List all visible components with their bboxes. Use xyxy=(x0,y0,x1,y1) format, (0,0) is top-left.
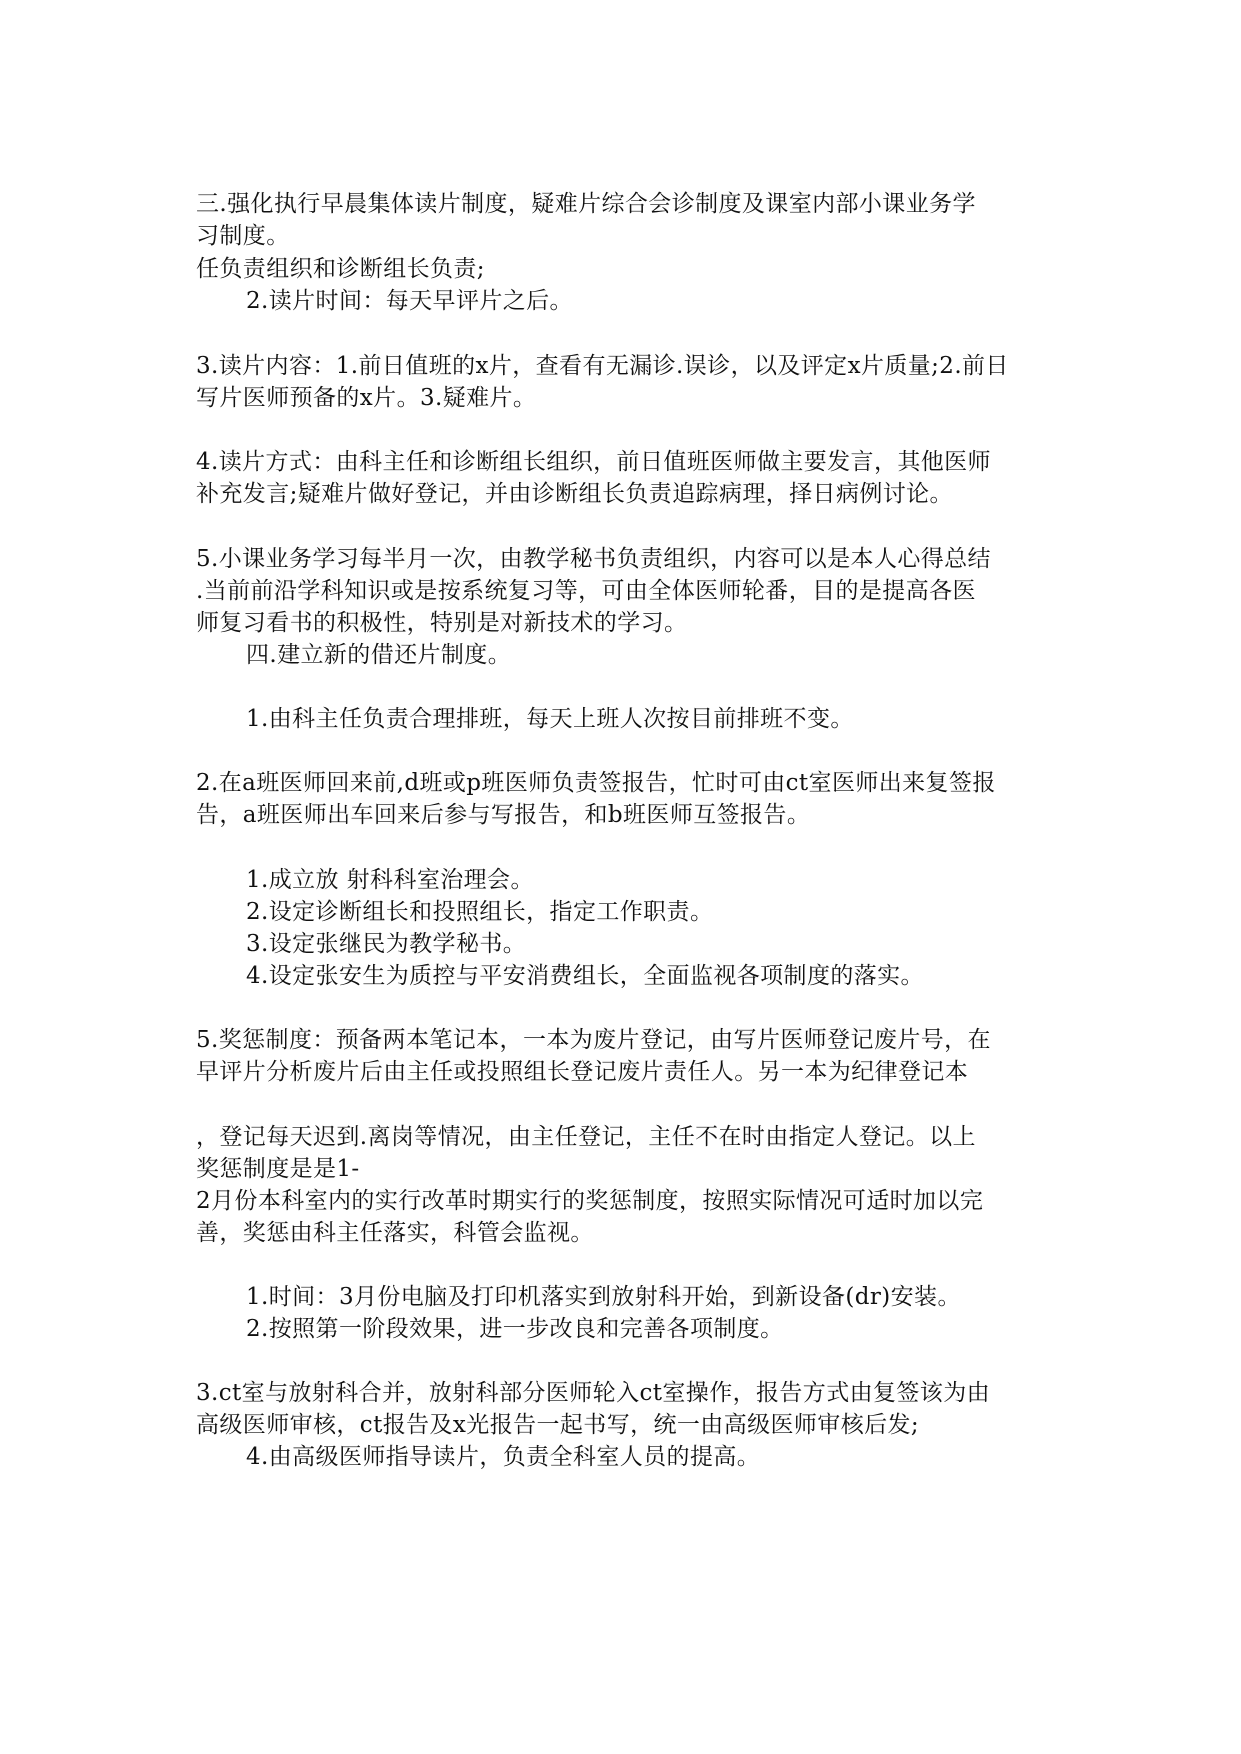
text-line: 告，a班医师出车回来后参与写报告，和b班医师互签报告。 xyxy=(196,802,811,828)
text-line: 2.读片时间：每天早评片之后。 xyxy=(246,288,573,314)
text-line: 5.奖惩制度：预备两本笔记本，一本为废片登记，由写片医师登记废片号，在 xyxy=(196,1027,991,1053)
text-line: 写片医师预备的x片。3.疑难片。 xyxy=(196,385,537,411)
text-line: 4.设定张安生为质控与平安消费组长，全面监视各项制度的落实。 xyxy=(246,963,924,989)
text-line: 奖惩制度是是1- xyxy=(196,1156,360,1182)
text-line: 1.成立放 射科科室治理会。 xyxy=(246,867,534,893)
text-line: 3.ct室与放射科合并，放射科部分医师轮入ct室操作，报告方式由复签该为由 xyxy=(196,1380,990,1406)
text-line: 2.设定诊断组长和投照组长，指定工作职责。 xyxy=(246,899,714,925)
text-line: 2月份本科室内的实行改革时期实行的奖惩制度，按照实际情况可适时加以完 xyxy=(196,1188,984,1214)
text-line: 师复习看书的积极性，特别是对新技术的学习。 xyxy=(196,610,688,636)
text-line: 1.由科主任负责合理排班，每天上班人次按目前排班不变。 xyxy=(246,706,854,732)
text-line: 早评片分析废片后由主任或投照组长登记废片责任人。另一本为纪律登记本 xyxy=(196,1059,969,1085)
text-line: 补充发言;疑难片做好登记，并由诊断组长负责追踪病理，择日病例讨论。 xyxy=(196,481,953,507)
text-line: 3.设定张继民为教学秘书。 xyxy=(246,931,527,957)
text-line: 4.由高级医师指导读片，负责全科室人员的提高。 xyxy=(246,1444,761,1470)
text-line: 2.按照第一阶段效果，进一步改良和完善各项制度。 xyxy=(246,1316,784,1342)
text-line: 四.建立新的借还片制度。 xyxy=(246,642,512,668)
text-line: 1.时间：3月份电脑及打印机落实到放射科开始，到新设备(dr)安装。 xyxy=(246,1284,961,1310)
text-line: 5.小课业务学习每半月一次，由教学秘书负责组织，内容可以是本人心得总结 xyxy=(196,546,991,572)
text-line: 2.在a班医师回来前,d班或p班医师负责签报告，忙时可由ct室医师出来复签报 xyxy=(196,770,996,796)
text-line: .当前前沿学科知识或是按系统复习等，可由全体医师轮番，目的是提高各医 xyxy=(196,578,976,604)
text-line: ，登记每天迟到.离岗等情况，由主任登记，主任不在时由指定人登记。以上 xyxy=(196,1124,976,1150)
text-line: 习制度。 xyxy=(196,223,290,249)
text-line: 任负责组织和诊断组长负责; xyxy=(196,256,485,282)
text-line: 三.强化执行早晨集体读片制度，疑难片综合会诊制度及课室内部小课业务学 xyxy=(196,191,976,217)
text-line: 4.读片方式：由科主任和诊断组长组织，前日值班医师做主要发言，其他医师 xyxy=(196,449,991,475)
text-line: 3.读片内容：1.前日值班的x片，查看有无漏诊.误诊，以及评定x片质量;2.前日 xyxy=(196,353,1009,379)
text-line: 善，奖惩由科主任落实，科管会监视。 xyxy=(196,1220,594,1246)
text-line: 高级医师审核，ct报告及x光报告一起书写，统一由高级医师审核后发; xyxy=(196,1412,920,1438)
